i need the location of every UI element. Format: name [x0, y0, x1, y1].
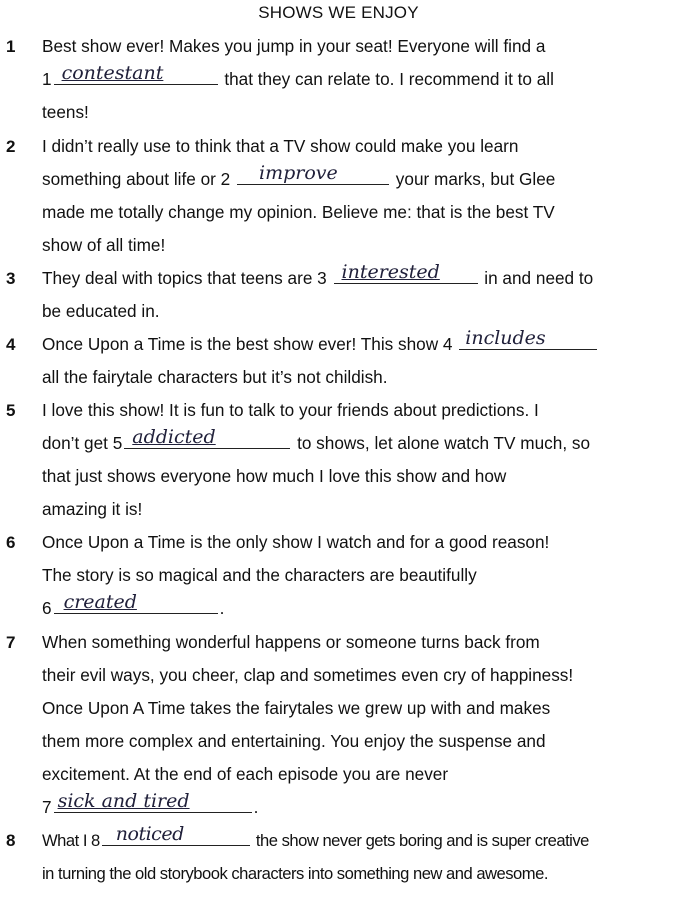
answer-blank[interactable]	[459, 329, 597, 350]
text-line: Once Upon a Time is the only show I watch and for a good reason!	[42, 532, 550, 552]
answer-blank[interactable]	[237, 164, 389, 185]
handwritten-answer: interested	[341, 261, 440, 283]
item-text	[42, 824, 674, 890]
text-line: I love this show! It is fun to talk to your friends about predictions. I	[42, 400, 539, 420]
text-line: don’t get 5	[42, 433, 123, 453]
text-line: .	[253, 797, 259, 817]
text-line: be educated in.	[42, 301, 160, 321]
text-line: them more complex and entertaining. You enjoy the suspense and	[42, 731, 546, 751]
answer-blank[interactable]	[102, 825, 250, 846]
handwritten-answer: contestant	[61, 62, 164, 84]
answer-blank[interactable]	[54, 792, 252, 813]
item-number: 6	[6, 533, 16, 552]
text-line: When something wonderful happens or someone turns back from	[42, 632, 540, 652]
item-text	[42, 30, 674, 129]
item-text	[42, 262, 674, 328]
item-number: 8	[6, 831, 16, 850]
text-line: your marks, but Glee	[395, 169, 556, 189]
item-number: 4	[6, 335, 16, 354]
item-number: 3	[6, 269, 16, 288]
text-line: Once Upon A Time takes the fairytales we grew up with and makes	[42, 698, 551, 718]
text-line: show of all time!	[42, 235, 166, 255]
text-line: 7	[42, 797, 52, 817]
handwritten-answer: sick and tired	[57, 790, 190, 812]
handwritten-answer: includes	[465, 327, 546, 349]
item-number: 7	[6, 633, 16, 652]
item-number: 2	[6, 137, 16, 156]
text-line: that they can relate to. I recommend it to all	[224, 69, 554, 89]
text-line: The story is so magical and the characters are beautifully	[42, 565, 477, 585]
text-line: 1	[42, 69, 52, 89]
text-line: made me totally change my opinion. Believe me: that is the best TV	[42, 202, 555, 222]
text-line: They deal with topics that teens are 3	[42, 268, 327, 288]
handwritten-answer: noticed	[115, 823, 184, 845]
answer-blank[interactable]	[334, 263, 478, 284]
text-line: Best show ever! Makes you jump in your seat! Everyone will find a	[42, 36, 546, 56]
handwritten-answer: improve	[259, 162, 338, 184]
answer-blank[interactable]	[54, 64, 218, 85]
item-text	[42, 328, 674, 394]
item-number: 1	[6, 37, 16, 56]
item-number: 5	[6, 401, 16, 420]
text-line: the show never gets boring and is super creative	[255, 831, 589, 850]
answer-blank[interactable]	[54, 593, 218, 614]
text-line: in and need to	[484, 268, 594, 288]
page-title: SHOWS WE ENJOY	[258, 3, 419, 22]
item-text	[42, 626, 674, 824]
item-text	[42, 130, 674, 262]
text-line: that just shows everyone how much I love this show and how	[42, 466, 507, 486]
text-line: 6	[42, 598, 52, 618]
text-line: I didn’t really use to think that a TV show could make you learn	[42, 136, 519, 156]
text-line: Once Upon a Time is the best show ever! This show 4	[42, 334, 453, 354]
text-line: excitement. At the end of each episode you are never	[42, 764, 449, 784]
text-line: .	[219, 598, 225, 618]
handwritten-answer: addicted	[132, 426, 216, 448]
text-line: their evil ways, you cheer, clap and sometimes even cry of happiness!	[42, 665, 574, 685]
text-line: teens!	[42, 102, 89, 122]
text-line: to shows, let alone watch TV much, so	[297, 433, 591, 453]
item-text	[42, 394, 674, 526]
text-line: amazing it is!	[42, 499, 143, 519]
item-text	[42, 526, 674, 625]
text-line: all the fairytale characters but it’s not childish.	[42, 367, 388, 387]
answer-blank[interactable]	[124, 428, 290, 449]
text-line: in turning the old storybook characters into something new and awesome.	[42, 864, 548, 883]
handwritten-answer: created	[63, 591, 137, 613]
text-line: something about life or 2	[42, 169, 231, 189]
text-line: What I 8	[42, 831, 100, 850]
